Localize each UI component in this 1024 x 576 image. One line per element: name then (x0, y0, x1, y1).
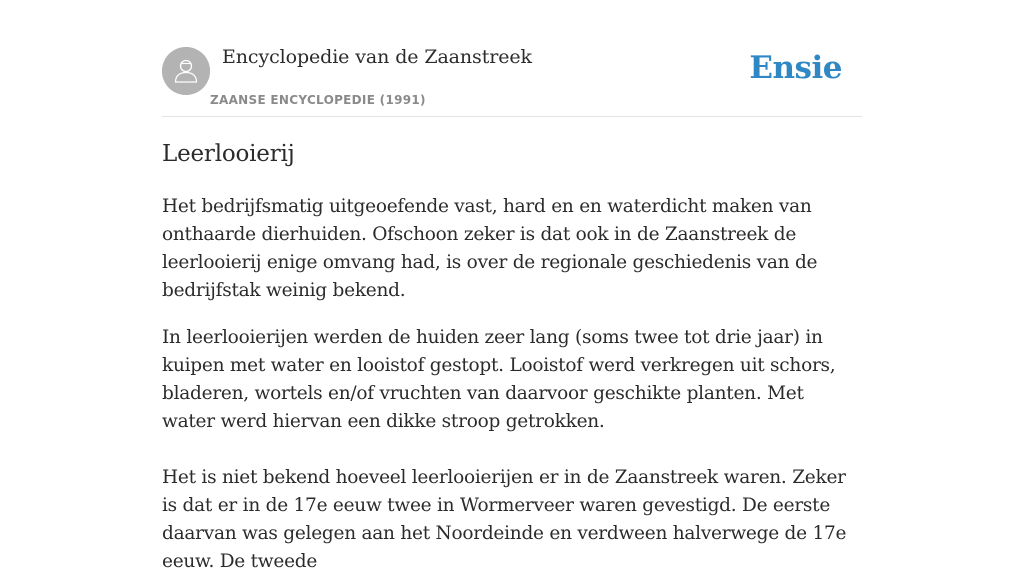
article-paragraph: Het bedrijfsmatig uitgeoefende vast, hard en en waterdicht maken van onthaarde dierhuiden. Ofschoon zeker is dat ook in de Zaanstreek de leerlooierij enige omvang had, is over de regionale geschiedenis van de bedrijfstak weinig bekend. (162, 196, 818, 301)
article-paragraph: Het is niet bekend hoeveel leerlooierijen er in de Zaanstreek waren. Zeker is dat er in de 17e eeuw twee in Wormerveer waren gevestigd. De eerste daarvan was gelegen aan het Noordeinde en verdween halverwege de 17e eeuw. De tweede (162, 467, 847, 572)
brand-logo[interactable]: Ensie (749, 50, 842, 86)
source-subtitle[interactable]: ZAANSE ENCYCLOPEDIE (1991) (210, 93, 426, 107)
user-icon[interactable] (162, 47, 210, 95)
source-title[interactable]: Encyclopedie van de Zaanstreek (222, 46, 532, 68)
article-paragraph: In leerlooierijen werden de huiden zeer lang (soms twee tot drie jaar) in kuipen met water en looistof gestopt. Looistof werd verkregen uit schors, bladeren, wortels en/of vruchten van daarvoor geschikte planten. Met water werd hiervan een dikke stroop getrokken. (162, 327, 836, 432)
article-title: Leerlooierij (162, 141, 295, 167)
article (162, 138, 862, 576)
site-header (162, 40, 862, 117)
